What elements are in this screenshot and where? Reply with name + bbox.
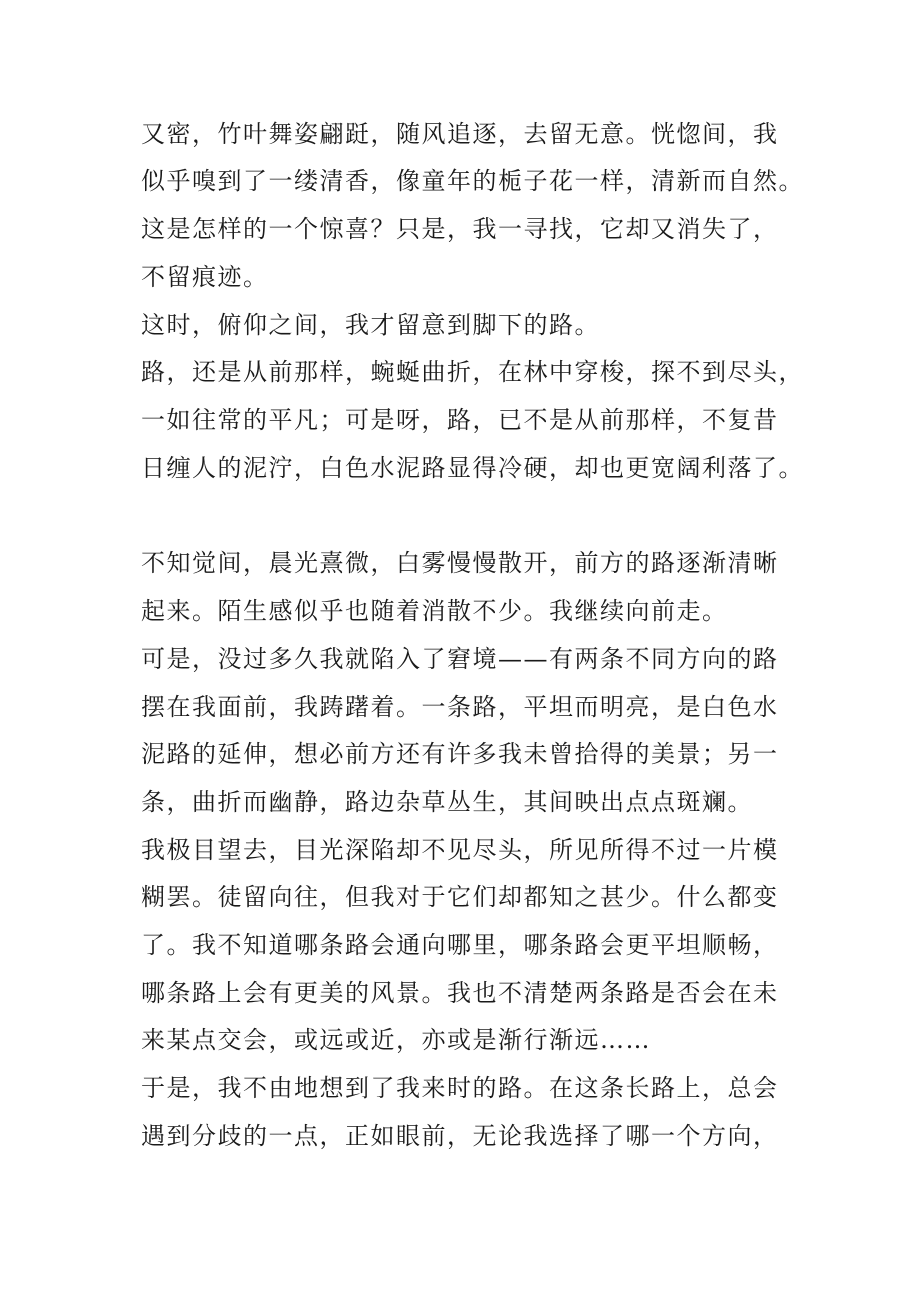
text-line: 又密，竹叶舞姿翩跹，随风追逐，去留无意。恍惚间，我 bbox=[141, 120, 779, 148]
text-line: 日缠人的泥泞，白色水泥路显得冷硬，却也更宽阔利落了。 bbox=[141, 454, 804, 482]
text-line: 可是，没过多久我就陷入了窘境——有两条不同方向的路 bbox=[141, 645, 779, 673]
text-line: 似乎嗅到了一缕清香，像童年的栀子花一样，清新而自然。 bbox=[141, 167, 804, 195]
text-line: 于是，我不由地想到了我来时的路。在这条长路上，总会 bbox=[141, 1074, 779, 1102]
text-line: 泥路的延伸，想必前方还有许多我未曾拾得的美景；另一 bbox=[141, 740, 779, 768]
text-line: 一如往常的平凡；可是呀，路，已不是从前那样，不复昔 bbox=[141, 406, 779, 434]
text-line: 不知觉间，晨光熹微，白雾慢慢散开，前方的路逐渐清晰 bbox=[141, 549, 779, 577]
text-line: 起来。陌生感似乎也随着消散不少。我继续向前走。 bbox=[141, 597, 728, 625]
text-line: 了。我不知道哪条路会通向哪里，哪条路会更平坦顺畅， bbox=[141, 931, 779, 959]
text-line: 来某点交会，或远或近，亦或是渐行渐远…… bbox=[141, 1026, 651, 1054]
text-line: 我极目望去，目光深陷却不见尽头，所见所得不过一片模 bbox=[141, 836, 779, 864]
text-line: 摆在我面前，我踌躇着。一条路，平坦而明亮，是白色水 bbox=[141, 693, 779, 721]
text-line: 路，还是从前那样，蜿蜒曲折，在林中穿梭，探不到尽头， bbox=[141, 358, 804, 386]
text-line: 遇到分歧的一点，正如眼前，无论我选择了哪一个方向， bbox=[141, 1122, 779, 1150]
text-line: 不留痕迹。 bbox=[141, 263, 269, 291]
text-line: 这时，俯仰之间，我才留意到脚下的路。 bbox=[141, 311, 600, 339]
text-line: 条，曲折而幽静，路边杂草丛生，其间映出点点斑斓。 bbox=[141, 788, 753, 816]
text-line: 这是怎样的一个惊喜？只是，我一寻找，它却又消失了， bbox=[141, 215, 779, 243]
text-line: 哪条路上会有更美的风景。我也不清楚两条路是否会在未 bbox=[141, 979, 779, 1007]
text-line: 糊罢。徒留向往，但我对于它们却都知之甚少。什么都变 bbox=[141, 883, 779, 911]
